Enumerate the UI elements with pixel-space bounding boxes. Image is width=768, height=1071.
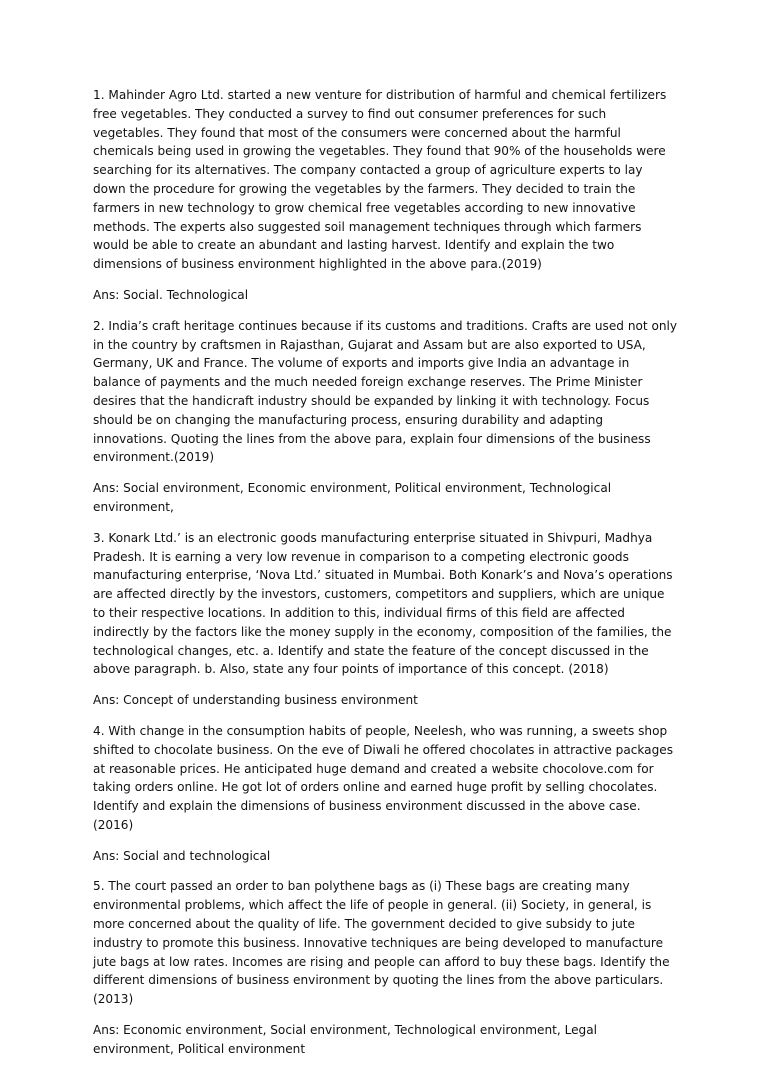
question-text: 3. Konark Ltd.’ is an electronic goods manufacturing enterprise situated in Shivpuri, Madhya Pradesh. It is earning a very low revenue in comparison to a competing electronic goods manufacturing enterprise, ‘Nova Ltd.’ situated in Mumbai. Both Konark’s and Nova’s operations are affected directly by the investors, customers, competitors and suppliers, which are unique to their respective locations. In addition to this, individual firms of this field are affected indirectly by the factors like the money supply in the economy, composition of the families, the technological changes, etc. a. Identify and state the feature of the concept discussed in the above paragraph. b. Also, state any four points of importance of this concept. (2018) <box>93 530 673 677</box>
document-page <box>93 86 678 1071</box>
question-text: 5. The court passed an order to ban polythene bags as (i) These bags are creating many environmental problems, which affect the life of people in general. (ii) Society, in general, is more concerned about the quality of life. The government decided to give subsidy to jute industry to promote this business. Innovative techniques are being developed to manufacture jute bags at low rates. Incomes are rising and people can afford to buy these bags. Identify the different dimensions of business environment by quoting the lines from the above particulars.(2013) <box>93 879 670 1007</box>
answer-text: Ans: Social. Technological <box>93 287 249 302</box>
answer-text: Ans: Economic environment, Social environment, Technological environment, Legal environment, Political environment <box>93 1023 597 1056</box>
answer-text: Ans: Social and technological <box>93 848 271 863</box>
question-block-4 <box>93 722 678 866</box>
question-block-2 <box>93 317 678 517</box>
question-text: 4. With change in the consumption habits of people, Neelesh, who was running, a sweets shop shifted to chocolate business. On the eve of Diwali he offered chocolates in attractive packages at reasonable prices. He anticipated huge demand and created a website chocolove.com for taking orders online. He got lot of orders online and earned huge profit by selling chocolates. Identify and explain the dimensions of business environment discussed in the above case.(2016) <box>93 723 674 832</box>
question-block-5 <box>93 877 678 1058</box>
question-block-1 <box>93 86 678 305</box>
question-text: 1. Mahinder Agro Ltd. started a new venture for distribution of harmful and chemical fertilizers free vegetables. They conducted a survey to find out consumer preferences for such vegetables. They found that most of the consumers were concerned about the harmful chemicals being used in growing the vegetables. They found that 90% of the households were searching for its alternatives. The company contacted a group of agriculture experts to lay down the procedure for growing the vegetables by the farmers. They decided to train the farmers in new technology to grow chemical free vegetables according to new innovative methods. The experts also suggested soil management techniques through which farmers would be able to create an abundant and lasting harvest. Identify and explain the two dimensions of business environment highlighted in the above para.(2019) <box>93 88 667 272</box>
answer-text: Ans: Social environment, Economic environment, Political environment, Technological environment, <box>93 481 612 514</box>
question-text: 2. India’s craft heritage continues because if its customs and traditions. Crafts are used not only in the country by craftsmen in Rajasthan, Gujarat and Assam but are also exported to USA, Germany, UK and France. The volume of exports and imports give India an advantage in balance of payments and the much needed foreign exchange reserves. The Prime Minister desires that the handicraft industry should be expanded by linking it with technology. Focus should be on changing the manufacturing process, ensuring durability and adapting innovations. Quoting the lines from the above para, explain four dimensions of the business environment.(2019) <box>93 318 678 465</box>
answer-text: Ans: Concept of understanding business environment <box>93 693 418 708</box>
question-block-3 <box>93 529 678 710</box>
